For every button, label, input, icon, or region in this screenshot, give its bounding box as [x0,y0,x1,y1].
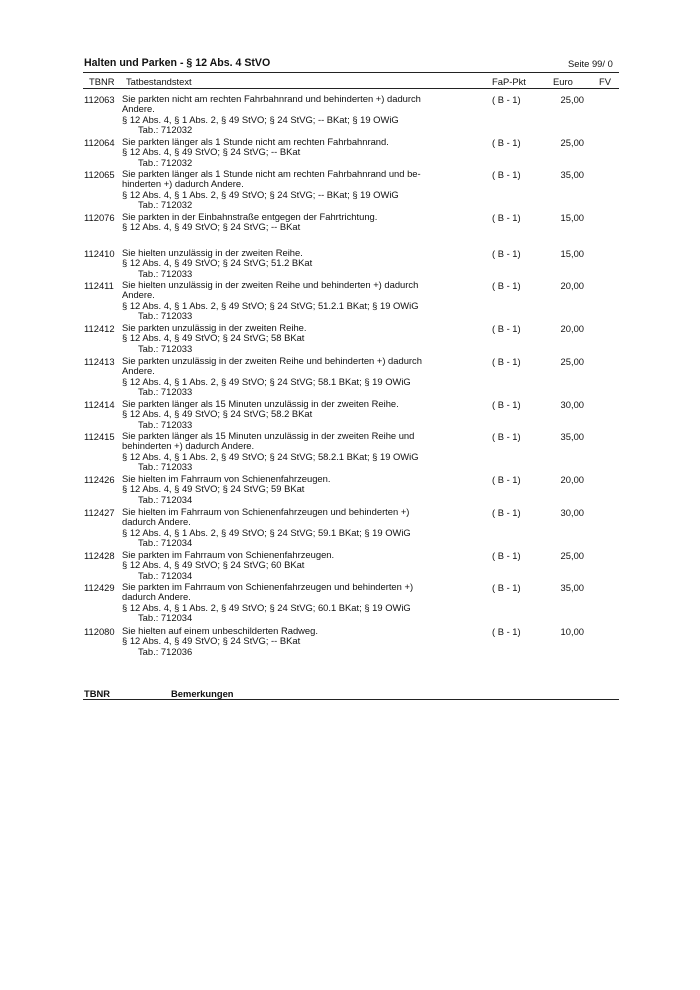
row-tbnr: 112064 [84,137,115,148]
row-tab-ref: Tab.: 712032 [138,199,193,211]
row-text-line: § 12 Abs. 4, § 1 Abs. 2, § 49 StVO; § 24 StVG; -- BKat; § 19 OWiG [122,188,399,200]
row-tab-ref: Tab.: 712034 [138,612,193,624]
row-tbnr: 112412 [84,323,115,334]
row-tbnr: 112063 [84,94,115,105]
row-tbnr: 112427 [84,507,115,518]
row-text [122,94,432,136]
column-header-text: Tatbestandstext [126,76,192,87]
row-text [122,474,432,505]
row-text-line: § 12 Abs. 4, § 49 StVO; § 24 StVG; -- BKat [122,635,301,647]
row-text-line: Sie hielten auf einem unbeschilderten Radweg. [122,625,318,636]
row-euro: 20,00 [560,323,584,334]
column-header-tbnr: TBNR [89,76,115,87]
header-top-rule [83,72,619,73]
row-text-line: Andere. [122,103,155,115]
row-text-line: § 12 Abs. 4, § 49 StVO; § 24 StVG; 58 BKat [122,332,305,344]
row-tab-ref: Tab.: 712033 [138,342,193,354]
row-points: ( B - 1) [492,431,521,442]
row-points: ( B - 1) [492,323,521,334]
row-tab-ref: Tab.: 712033 [138,267,193,279]
row-text [122,212,432,233]
footer-remarks-label: Bemerkungen [171,688,234,699]
row-tbnr: 112076 [84,212,115,223]
row-tbnr: 112414 [84,399,115,410]
row-text [122,323,432,354]
row-text [122,550,432,581]
header-bottom-rule [83,88,619,89]
row-text [122,507,432,549]
column-header-fv: FV [599,76,611,87]
row-tbnr: 112411 [84,280,114,291]
row-euro: 25,00 [560,356,584,367]
row-text-line: § 12 Abs. 4, § 1 Abs. 2, § 49 StVO; § 24 StVG; 60.1 BKat; § 19 OWiG [122,601,411,613]
row-euro: 15,00 [560,212,584,223]
row-euro: 35,00 [560,169,584,180]
page-title: Halten und Parken - § 12 Abs. 4 StVO [84,57,271,69]
row-points: ( B - 1) [492,399,521,410]
row-points: ( B - 1) [492,94,521,105]
row-points: ( B - 1) [492,248,521,259]
row-tab-ref: Tab.: 712033 [138,310,193,322]
row-tab-ref: Tab.: 712036 [138,645,193,657]
column-header-pkt: FaP-Pkt [492,76,526,87]
row-text-line: § 12 Abs. 4, § 1 Abs. 2, § 49 StVO; § 24 StVG; -- BKat; § 19 OWiG [122,113,399,125]
row-tab-ref: Tab.: 712032 [138,156,193,168]
row-tab-ref: Tab.: 712034 [138,569,193,581]
row-text [122,356,432,398]
row-text-line: dadurch Andere. [122,591,191,603]
row-tbnr: 112410 [84,248,115,259]
row-points: ( B - 1) [492,212,521,223]
row-euro: 35,00 [560,431,584,442]
column-header-euro: Euro [553,76,573,87]
row-text-line: Sie parkten nicht am rechten Fahrbahnrand und behinderten +) dadurch [122,93,421,104]
row-points: ( B - 1) [492,137,521,148]
row-euro: 25,00 [560,550,584,561]
row-text [122,248,432,279]
row-tab-ref: Tab.: 712034 [138,493,193,505]
row-tbnr: 112426 [84,474,115,485]
row-text-line: § 12 Abs. 4, § 49 StVO; § 24 StVG; 58.2 BKat [122,408,313,420]
row-text-line: § 12 Abs. 4, § 1 Abs. 2, § 49 StVO; § 24 StVG; 51.2.1 BKat; § 19 OWiG [122,299,419,311]
row-text [122,626,432,657]
row-tbnr: 112413 [84,356,115,367]
row-points: ( B - 1) [492,582,521,593]
row-text-line: Sie hielten unzulässig in der zweiten Reihe. [122,247,303,258]
row-tab-ref: Tab.: 712033 [138,461,193,473]
row-tbnr: 112065 [84,169,115,180]
row-euro: 25,00 [560,94,584,105]
row-text-line: § 12 Abs. 4, § 49 StVO; § 24 StVG; -- BKat [122,221,301,233]
row-text [122,280,432,322]
row-euro: 10,00 [560,626,584,637]
row-text-line: dadurch Andere. [122,516,191,528]
row-points: ( B - 1) [492,356,521,367]
row-points: ( B - 1) [492,507,521,518]
row-text-line: Sie parkten im Fahrraum von Schienenfahrzeugen und behinderten +) [122,581,414,592]
row-text [122,431,432,473]
row-euro: 20,00 [560,474,584,485]
row-text-line: Sie hielten unzulässig in der zweiten Reihe und behinderten +) dadurch [122,279,419,290]
row-tab-ref: Tab.: 712033 [138,386,193,398]
row-points: ( B - 1) [492,626,521,637]
footer-rule [83,699,619,700]
row-text-line: Sie parkten in der Einbahnstraße entgegen der Fahrtrichtung. [122,211,378,222]
row-text-line: Andere. [122,365,155,377]
row-tab-ref: Tab.: 712034 [138,537,193,549]
row-text [122,169,432,211]
row-text-line: Sie parkten länger als 1 Stunde nicht am rechten Fahrbahnrand und be- [122,168,421,179]
row-text-line: § 12 Abs. 4, § 49 StVO; § 24 StVG; -- BKat [122,146,301,158]
row-euro: 30,00 [560,507,584,518]
row-text [122,137,432,168]
row-points: ( B - 1) [492,280,521,291]
row-text-line: hinderten +) dadurch Andere. [122,178,244,190]
row-text-line: § 12 Abs. 4, § 49 StVO; § 24 StVG; 51.2 BKat [122,257,313,269]
row-text-line: § 12 Abs. 4, § 1 Abs. 2, § 49 StVO; § 24 StVG; 58.1 BKat; § 19 OWiG [122,375,411,387]
row-text-line: Sie parkten unzulässig in der zweiten Reihe und behinderten +) dadurch [122,355,422,366]
row-text [122,399,432,430]
row-points: ( B - 1) [492,169,521,180]
row-tbnr: 112429 [84,582,115,593]
row-tbnr: 112415 [84,431,115,442]
row-text-line: Sie hielten im Fahrraum von Schienenfahrzeugen. [122,473,331,484]
row-points: ( B - 1) [492,474,521,485]
row-text-line: Sie parkten länger als 15 Minuten unzulässig in der zweiten Reihe. [122,398,399,409]
row-text-line: § 12 Abs. 4, § 49 StVO; § 24 StVG; 59 BKat [122,483,305,495]
row-text [122,582,432,624]
row-text-line: § 12 Abs. 4, § 49 StVO; § 24 StVG; 60 BKat [122,559,305,571]
page-number: Seite 99/ 0 [568,58,613,69]
footer-tbnr-label: TBNR [84,688,111,699]
row-tbnr: 112080 [84,626,115,637]
row-euro: 30,00 [560,399,584,410]
row-text-line: § 12 Abs. 4, § 1 Abs. 2, § 49 StVO; § 24 StVG; 59.1 BKat; § 19 OWiG [122,526,411,538]
row-euro: 25,00 [560,137,584,148]
row-tab-ref: Tab.: 712033 [138,418,193,430]
row-text-line: Andere. [122,289,155,301]
row-text-line: Sie hielten im Fahrraum von Schienenfahrzeugen und behinderten +) [122,506,410,517]
row-tab-ref: Tab.: 712032 [138,124,193,136]
row-euro: 20,00 [560,280,584,291]
row-text-line: Sie parkten länger als 1 Stunde nicht am rechten Fahrbahnrand. [122,136,389,147]
row-text-line: Sie parkten länger als 15 Minuten unzulässig in der zweiten Reihe und [122,430,415,441]
row-text-line: Sie parkten im Fahrraum von Schienenfahrzeugen. [122,549,335,560]
row-points: ( B - 1) [492,550,521,561]
row-text-line: behinderten +) dadurch Andere. [122,440,255,452]
row-text-line: Sie parkten unzulässig in der zweiten Reihe. [122,322,307,333]
row-text-line: § 12 Abs. 4, § 1 Abs. 2, § 49 StVO; § 24 StVG; 58.2.1 BKat; § 19 OWiG [122,450,419,462]
row-euro: 35,00 [560,582,584,593]
row-tbnr: 112428 [84,550,115,561]
row-euro: 15,00 [560,248,584,259]
